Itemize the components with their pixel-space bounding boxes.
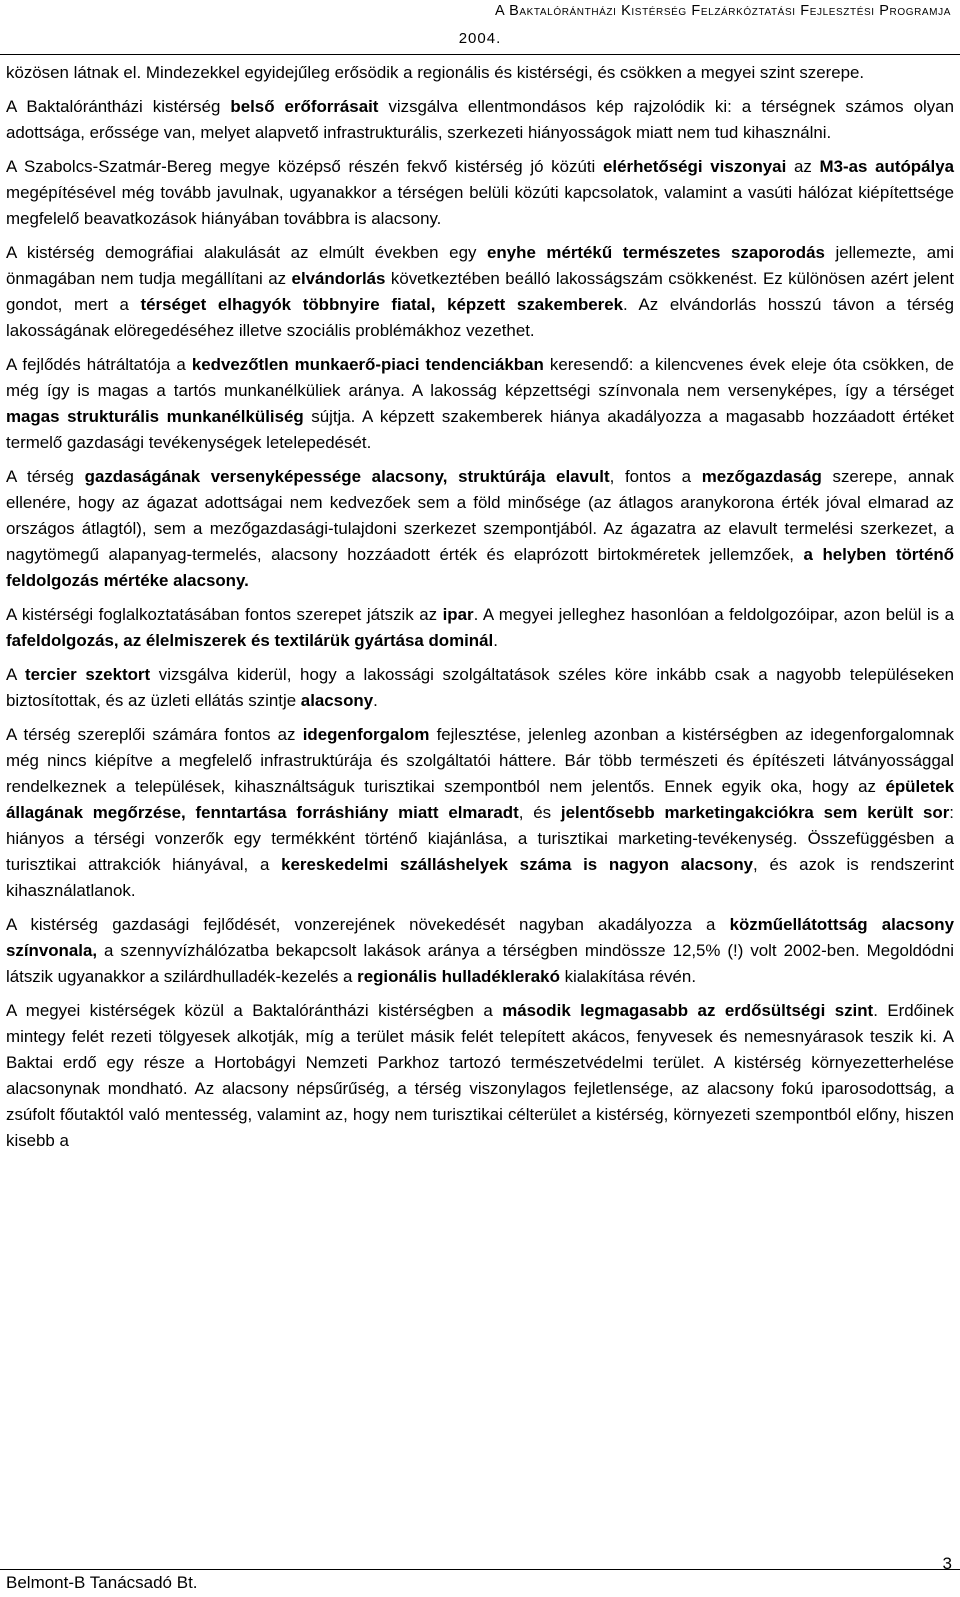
bold-text: enyhe mértékű természetes szaporodás bbox=[487, 243, 825, 262]
text-run: vizsgálva ellentmondásos kép rajzolódik ki: a térségnek számos olyan adottsága, erőssége van, melyet alapvető infrastrukturális, szerkezeti hiányosságok miatt nem tud kihasználni. bbox=[6, 97, 954, 142]
paragraph bbox=[6, 722, 954, 904]
text-run: A fejlődés hátráltatója a bbox=[6, 355, 192, 374]
page-number: 3 bbox=[942, 1554, 952, 1573]
bold-text: elvándorlás bbox=[291, 269, 386, 288]
bold-text: belső erőforrásait bbox=[230, 97, 379, 116]
title-segment: P bbox=[874, 3, 890, 19]
text-run: . Erdőinek mintegy felét rezeti tölgyesek alkotják, míg a terület másik felét telepített akácos, fenyvesek és nemesnyárasok teszik ki. A Baktai erdő egy része a Hortobágyi Nemzeti Parkhoz tartozó természetvédelmi terület. A kistérség környezetterhelése alacsonynak mondható. Az alacsony népsűrűség, a térség viszonylagos fejletlensége, az alacsony fokú iparosodottság, a zsúfolt főutaktól való mentesség, valamint az, hogy nem turisztikai célterület a kistérség, környezeti szempontból előny, hiszen kisebb a bbox=[6, 1001, 954, 1150]
text-run: következtében beálló lakosságszám csökkenést. Ez különösen azért jelent gondot, mert a bbox=[6, 269, 954, 314]
bold-text: elérhetőségi viszonyai bbox=[603, 157, 787, 176]
document-body bbox=[6, 60, 954, 1162]
header-divider bbox=[0, 54, 960, 55]
text-run: A térség szereplői számára fontos az bbox=[6, 725, 303, 744]
title-segment: A bbox=[495, 3, 510, 19]
text-run: A térség bbox=[6, 467, 85, 486]
document-year: 2004. bbox=[458, 30, 502, 47]
bold-text: M3-as autópálya bbox=[819, 157, 954, 176]
paragraph bbox=[6, 662, 954, 714]
text-run: vizsgálva kiderül, hogy a lakossági szolgáltatások széles köre inkább csak a nagyobb településeken biztosítottak, és az üzleti ellátás szintje bbox=[6, 665, 954, 710]
title-segment: F bbox=[686, 3, 701, 19]
text-run: A kistérség demográfiai alakulását az elmúlt években egy bbox=[6, 243, 488, 262]
text-run: szerepe, annak ellenére, hogy az ágazat adottságai nem kedvezőek sem a föld minősége (az átlagos aranykorona érték jóval elmarad az országos átlagtól), sem a mezőgazdasági-tulajdoni szerkezet szempontjából. Az ágazatra az elavult termelési szerkezet, a nagytömegű alapanyag-termelés, alacsony hozzáadott érték és elaprózott birtokméretek jellemzőek, bbox=[6, 467, 954, 564]
text-run: . bbox=[493, 631, 498, 650]
title-segment: istérség bbox=[631, 3, 687, 19]
bold-text: fafeldolgozás, az élelmiszerek és textilárük gyártása dominál bbox=[6, 631, 494, 650]
footer-divider bbox=[0, 1569, 960, 1570]
text-run: , és bbox=[518, 803, 561, 822]
text-run: kialakítása révén. bbox=[559, 967, 697, 986]
footer-company: Belmont-B Tanácsadó Bt. bbox=[6, 1573, 198, 1592]
text-run: közösen látnak el. Mindezekkel egyidejűleg erősödik a regionális és kistérségi, és csökken a megyei szint szerepe. bbox=[6, 63, 865, 82]
text-run: A Szabolcs-Szatmár-Bereg megye középső részén fekvő kistérség jó közúti bbox=[6, 157, 604, 176]
bold-text: gazdaságának versenyképessége alacsony, struktúrája elavult bbox=[84, 467, 610, 486]
paragraph bbox=[6, 154, 954, 232]
title-segment: Baktalórántházi bbox=[509, 3, 617, 19]
bold-text: a helyben történő feldolgozás mértéke alacsony. bbox=[6, 545, 954, 590]
document-title bbox=[495, 3, 951, 19]
bold-text: ipar bbox=[442, 605, 474, 624]
paragraph bbox=[6, 240, 954, 344]
bold-text: térséget elhagyók többnyire fiatal, képzett szakemberek bbox=[140, 295, 624, 314]
text-run: A bbox=[6, 665, 26, 684]
text-run: sújtja. A képzett szakemberek hiánya akadályozza a magasabb hozzáadott értéket termelő gazdasági tevékenységek letelepedését. bbox=[6, 407, 954, 452]
bold-text: kereskedelmi szálláshelyek száma is nagyon alacsony bbox=[281, 855, 754, 874]
bold-text: kedvezőtlen munkaerő-piaci tendenciákban bbox=[191, 355, 544, 374]
text-run: , fontos a bbox=[609, 467, 702, 486]
bold-text: jelentősebb marketingakciókra sem került sor bbox=[560, 803, 950, 822]
text-run: , és azok is rendszerint kihasználatlanok. bbox=[6, 855, 955, 900]
text-run: jellemezte, ami önmagában nem tudja megállítani az bbox=[6, 243, 955, 288]
bold-text: tercier szektort bbox=[25, 665, 151, 684]
title-segment: F bbox=[795, 3, 810, 19]
paragraph bbox=[6, 998, 954, 1154]
text-run: az bbox=[786, 157, 820, 176]
text-run: fejlesztése, jelenleg azonban a kistérségben az idegenforgalomnak még nincs kiépítve a megfelelő infrastruktúrája és szolgáltatói háttere. Bár több természeti és építészeti látványossággal rendelkeznek a települések, kihasználtságuk turisztikai szempontból nem jelentős. Ennek egyik oka, hogy az bbox=[6, 725, 954, 796]
title-segment: elzárkóztatási bbox=[700, 3, 796, 19]
bold-text: második legmagasabb az erdősültségi szint bbox=[502, 1001, 874, 1020]
bold-text: alacsony bbox=[300, 691, 374, 710]
text-run: A Baktalórántházi kistérség bbox=[6, 97, 231, 116]
title-segment: K bbox=[616, 3, 632, 19]
paragraph bbox=[6, 464, 954, 594]
text-run: a szennyvízhálózatba bekapcsolt lakások aránya a térségben mindössze 12,5% (!) volt 2002-ben. Megoldódni látszik ugyanakkor a szilárdhulladék-kezelés a bbox=[6, 941, 954, 986]
bold-text: regionális hulladéklerakó bbox=[357, 967, 560, 986]
paragraph bbox=[6, 352, 954, 456]
text-run: megépítésével még tovább javulnak, ugyanakkor a térségen belüli közúti kapcsolatok, valamint a vasúti hálózat kiépítettsége megfelelő beavatkozások hiányában továbbra is alacsony. bbox=[6, 183, 954, 228]
bold-text: mezőgazdaság bbox=[701, 467, 822, 486]
text-run: keresendő: a kilencvenes évek eleje óta csökken, de még így is magas a tartós munkanélküliek aránya. A lakosság képzettségi színvonala nem versenyképes, így a térséget bbox=[6, 355, 954, 400]
title-segment: rogramja bbox=[889, 3, 951, 19]
text-run: A kistérség gazdasági fejlődését, vonzerejének növekedését nagyban akadályozza a bbox=[6, 915, 730, 934]
text-run: A megyei kistérségek közül a Baktalórántházi kistérségben a bbox=[6, 1001, 503, 1020]
bold-text: közműellátottság alacsony színvonala, bbox=[6, 915, 954, 960]
paragraph bbox=[6, 602, 954, 654]
text-run: A kistérségi foglalkoztatásában fontos szerepet játszik az bbox=[6, 605, 443, 624]
text-run: : hiányos a térségi vonzerők egy termékként történő kiajánlása, a turisztikai marketing-tevékenység. Összefüggésben a turisztikai attrakciók hiányával, a bbox=[6, 803, 954, 874]
text-run: . A megyei jelleghez hasonlóan a feldolgozóipar, azon belül is a bbox=[473, 605, 954, 624]
bold-text: idegenforgalom bbox=[302, 725, 430, 744]
paragraph bbox=[6, 60, 954, 86]
bold-text: magas strukturális munkanélküliség bbox=[6, 407, 304, 426]
title-segment: ejlesztési bbox=[809, 3, 875, 19]
bold-text: épületek állagának megőrzése, fenntartása forráshiány miatt elmaradt bbox=[6, 777, 954, 822]
text-run: . Az elvándorlás hosszú távon a térség lakosságának elöregedéséhez illetve szociális problémákhoz vezethet. bbox=[6, 295, 954, 340]
paragraph bbox=[6, 912, 954, 990]
paragraph bbox=[6, 94, 954, 146]
text-run: . bbox=[373, 691, 378, 710]
